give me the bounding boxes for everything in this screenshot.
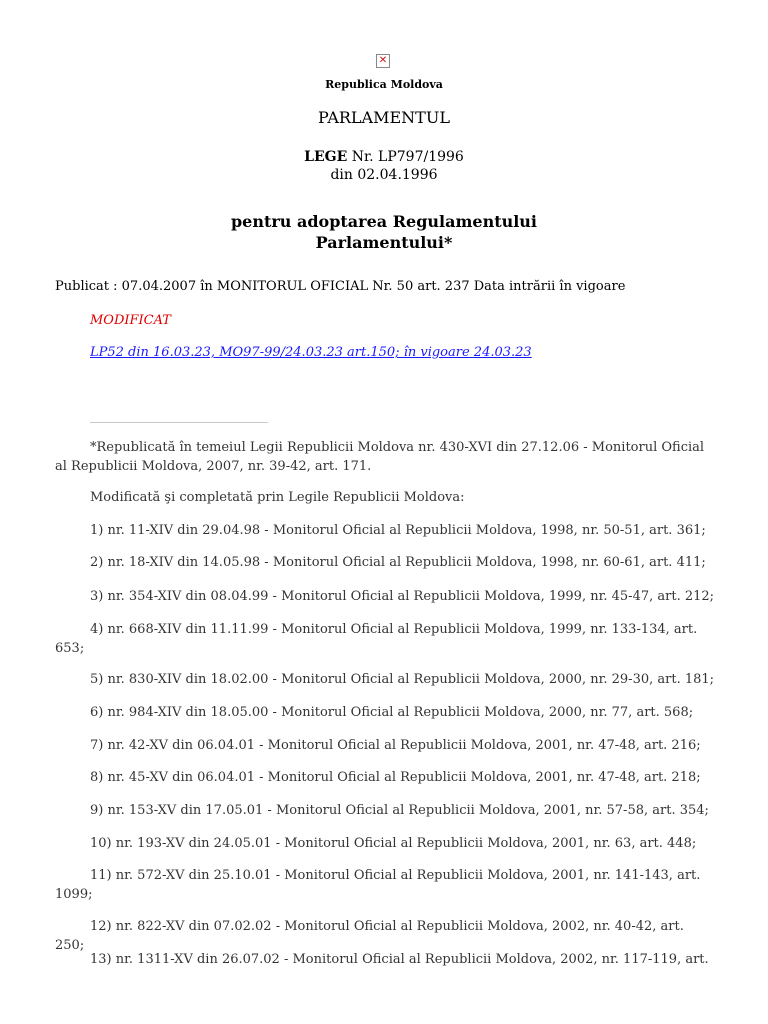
- modification-link[interactable]: LP52 din 16.03.23, MO97-99/24.03.23 art.150; în vigoare 24.03.23: [90, 345, 532, 360]
- law-identifier: [0, 148, 768, 184]
- amendment-item: 3) nr. 354-XIV din 08.04.99 - Monitorul Oficial al Republicii Moldova, 1999, nr. 45-47, art. 212;: [90, 589, 715, 604]
- amendment-item: 10) nr. 193-XV din 24.05.01 - Monitorul Oficial al Republicii Moldova, 2001, nr. 63, art. 448;: [90, 836, 697, 851]
- amendment-item: 9) nr. 153-XV din 17.05.01 - Monitorul Oficial al Republicii Moldova, 2001, nr. 57-58, art. 354;: [90, 803, 709, 818]
- issuer-label: Republica Moldova: [325, 78, 443, 91]
- amendment-item: 7) nr. 42-XV din 06.04.01 - Monitorul Oficial al Republicii Moldova, 2001, nr. 47-48, art. 216;: [90, 738, 701, 753]
- publication-info: Publicat : 07.04.2007 în MONITORUL OFICIAL Nr. 50 art. 237 Data intrării în vigoare: [55, 279, 626, 294]
- amendment-item: 5) nr. 830-XIV din 18.02.00 - Monitorul Oficial al Republicii Moldova, 2000, nr. 29-30, art. 181;: [90, 672, 715, 687]
- law-title-line-2: Parlamentului*: [315, 233, 453, 252]
- authority-heading: PARLAMENTUL: [318, 108, 450, 127]
- modified-label: MODIFICAT: [90, 313, 171, 328]
- amendment-item: 2) nr. 18-XIV din 14.05.98 - Monitorul Oficial al Republicii Moldova, 1998, nr. 60-61, art. 411;: [90, 555, 706, 570]
- amendments-intro: Modificată şi completată prin Legile Republicii Moldova:: [90, 490, 465, 505]
- law-number: Nr. LP797/1996: [347, 149, 464, 165]
- republication-note: *Republicată în temeiul Legii Republicii Moldova nr. 430-XVI din 27.12.06 - Monitorul Oficial al Republicii Moldova, 2007, nr. 39-42, art. 171.: [55, 440, 705, 474]
- amendment-item: 1) nr. 11-XIV din 29.04.98 - Monitorul Oficial al Republicii Moldova, 1998, nr. 50-51, art. 361;: [90, 523, 706, 538]
- law-date: din 02.04.1996: [330, 167, 438, 183]
- broken-image-icon: ✕: [376, 54, 390, 68]
- amendment-item: 11) nr. 572-XV din 25.10.01 - Monitorul Oficial al Republicii Moldova, 2001, nr. 141-143, art. 1099;: [55, 868, 701, 902]
- amendment-item: 12) nr. 822-XV din 07.02.02 - Monitorul Oficial al Republicii Moldova, 2002, nr. 40-42, art. 250;: [55, 919, 684, 953]
- amendment-item: 8) nr. 45-XV din 06.04.01 - Monitorul Oficial al Republicii Moldova, 2001, nr. 47-48, art. 218;: [90, 770, 701, 785]
- law-type-label: LEGE: [304, 149, 348, 165]
- law-title-line-1: pentru adoptarea Regulamentului: [230, 212, 538, 231]
- amendment-item: 4) nr. 668-XIV din 11.11.99 - Monitorul Oficial al Republicii Moldova, 1999, nr. 133-134, art. 653;: [55, 622, 698, 656]
- law-title: [0, 211, 768, 253]
- footnote-divider: [90, 422, 268, 423]
- amendment-item: 13) nr. 1311-XV din 26.07.02 - Monitorul Oficial al Republicii Moldova, 2002, nr. 117-119, art.: [90, 952, 709, 967]
- amendment-item: 6) nr. 984-XIV din 18.05.00 - Monitorul Oficial al Republicii Moldova, 2000, nr. 77, art. 568;: [90, 705, 694, 720]
